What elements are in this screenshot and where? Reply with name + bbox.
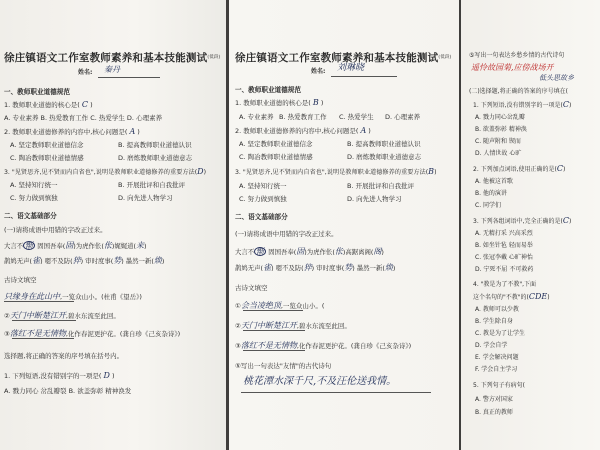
left-q3: 3. "见贤思齐,见不贤而内自省也",说明是教师职业道德修养的重要方法(D) (4, 167, 207, 176)
right-top-answer: 遥怜故园菊,应傍战场开 (471, 63, 554, 72)
mid-q3-a: A. 坚持知行统一 (239, 182, 287, 190)
mid-s4: ⑤写出一句表达"友情"的古代诗句 (235, 362, 332, 370)
mid-poem-line3: ③落红不是无情物,化作春泥更护花。(龚自珍《己亥杂诗》) (235, 341, 412, 350)
right-q3-b: B. 如坐针毡 轻而易举 (475, 242, 533, 249)
mid-q2: 2. 教师职业道德修养的内容中,核心问题是( A ) (235, 126, 371, 135)
mid-poem-line1: ①会当凌绝顶,一览众山小。( (235, 301, 325, 310)
right-q1-a: A. 戮力同心岔乱瓣 (475, 114, 525, 121)
mid-name-underline (331, 76, 397, 77)
mid-s1: (一)请将成语中用错的字改正过来。 (235, 230, 338, 238)
mid-poem-underline3 (243, 350, 305, 351)
mid-q1-c: C. 热爱学生 (339, 113, 374, 121)
left-poem-line3: ③落红不是无情物,化作春泥更护花。(龚自珍《己亥杂诗》) (4, 329, 181, 338)
left-sec1: 一、教师职业道德规范 (4, 88, 70, 96)
mid-title: 徐庄镇语文工作室教师素养和基本技能测试(低段) (235, 52, 452, 64)
left-q2-c: C. 陶冶教师职业道德情感 (10, 154, 84, 162)
right-q2-a: A. 他被这首歌 (475, 178, 513, 185)
left-poem-underline3 (12, 338, 74, 339)
mid-q2-c: C. 陶冶教师职业道德情感 (239, 153, 313, 161)
mid-q3: 3. "见贤思齐,见不贤而内自省也",说明是教师职业道德修养的重要方法(B) (235, 167, 437, 176)
right-top-prompt: ⑤写出一句表达乡愁乡情的古代诗句 (469, 52, 565, 59)
left-q2-a: A. 坚定教师职业道德信念 (10, 141, 84, 149)
right-sec: (二)选择题,将正确的答案的序号填在( (469, 88, 568, 95)
mid-name-label: 姓名: (311, 68, 326, 75)
mid-s4-answer: 桃花潭水深千尺,不及汪伦送我情。 (243, 376, 397, 387)
right-q1: 1. 下列短语,没有错别字的一项是(C) (473, 100, 572, 109)
right-q4: 4. "教是为了不教",下面 (473, 281, 537, 288)
left-sec2: 二、语文基础部分 (4, 212, 57, 220)
left-poem-line1: 只缘身在此山中,一览众山小。(杜甫《望岳》) (4, 292, 142, 301)
left-q3-b: B. 开展批评和自我批评 (118, 181, 186, 189)
mid-idiom-line1: 大言不 惭 固国吾奉(固)为虎作伥(伥)高踞离阁(阁) (235, 247, 384, 256)
mid-idiom-line2: 鹊鸠无声(雀) 嗯不及防(猝) 审时度事(势) 墨然一新(焕) (235, 263, 396, 272)
right-q4-f: F. 学会自主学习 (475, 366, 518, 373)
right-q4-a: A. 教师可以少教 (475, 306, 519, 313)
right-q4-d: D. 学会自学 (475, 342, 508, 349)
left-s4: 选择题,将正确的答案的序号填在括号内。 (4, 352, 124, 360)
answer-sheet-left (0, 0, 226, 450)
left-q1: 1. 教师职业道德的核心是( C ) (4, 100, 93, 109)
answer-sheet-right (461, 0, 600, 450)
left-q1-options: A. 专业素养 B. 热爱教育工作 C. 热爱学生 D. 心理素养 (4, 114, 163, 122)
mid-name-value: 刘琳晓 (337, 63, 365, 73)
mid-q1-a: A. 专业素养 (239, 113, 274, 121)
left-q2-d: D. 磨炼教师职业道德意志 (118, 154, 193, 162)
left-q3-a: A. 坚持知行统一 (10, 181, 58, 189)
right-q5-a: A. 警方对国家 (475, 396, 513, 403)
left-q2: 2. 教师职业道德修养的内容中,核心问题是( A ) (4, 127, 140, 136)
left-s1: (一)请将成语中用错的字改正过来。 (4, 226, 107, 234)
mid-q2-b: B. 提高教师职业道德认识 (347, 140, 421, 148)
mid-s4-underline (241, 392, 431, 393)
left-name-underline (98, 77, 160, 78)
left-s5: 1. 下列短语,没有错别字的一项是( D ) (4, 371, 115, 380)
mid-q3-c: C. 努力做到慎独 (239, 195, 287, 203)
mid-q3-d: D. 向先进人物学习 (347, 195, 402, 203)
mid-q3-b: B. 开展批评和自我批评 (347, 182, 415, 190)
left-q3-c: C. 努力做到慎独 (10, 194, 58, 202)
left-name-label: 姓名: (78, 69, 93, 76)
left-poem-underline1 (4, 301, 74, 302)
right-q4-e: E. 学会解决问题 (475, 354, 519, 361)
right-q1-c: C. 随声附和 锲而 (475, 138, 521, 145)
right-q1-b: B. 欲盖弥彰 精神涣 (475, 126, 527, 133)
right-q4-b: B. 学生除自身 (475, 318, 513, 325)
left-idiom-line1: 大言不 惭 固国吾奉(固)为虎作伥(伥)娓娓道(来) (4, 241, 147, 250)
right-q2-c: C. 同学们 (475, 202, 502, 209)
right-q1-d: D. 人情世故 心旷 (475, 150, 522, 157)
left-poem-underline2 (12, 320, 76, 321)
right-q3-c: C. 张冠李戴 心旷神怡 (475, 254, 533, 261)
right-q4b: 这个名句的"不教"的(CDE) (473, 292, 550, 301)
right-top-answer2: 低头思故乡 (539, 74, 574, 82)
mid-poem-underline2 (243, 330, 305, 331)
left-s3: 古诗文填空 (4, 276, 37, 284)
right-q2-b: B. 他的演讲 (475, 190, 507, 197)
right-q4-c: C. 教是为了让学生 (475, 330, 526, 337)
right-q5-b: B. 真正的教师 (475, 409, 513, 416)
mid-poem-line2: ②天门中断楚江开,碧水东流至此回。 (235, 321, 351, 330)
mid-q2-d: D. 磨炼教师职业道德意志 (347, 153, 422, 161)
mid-q1-b: B. 热爱教育工作 (279, 113, 327, 121)
left-q3-d: D. 向先进人物学习 (118, 194, 173, 202)
left-q2-b: B. 提高教师职业道德认识 (118, 141, 192, 149)
right-q3: 3. 下列各组词语中,完全正确的是(C) (473, 216, 572, 225)
mid-q1: 1. 教师职业道德的核心是( B ) (235, 98, 324, 107)
left-s5-options: A. 戮力同心 岔乱瓣裂 B. 欲盖弥彰 精神涣发 (4, 387, 132, 395)
left-idiom-line2: 鹊鸠无声(雀) 嗯不及防(猝) 审时度事(势) 墨然一新(焕) (4, 256, 165, 265)
mid-q2-a: A. 坚定教师职业道德信念 (239, 140, 313, 148)
left-title: 徐庄镇语文工作室教师素养和基本技能测试(低段) (4, 52, 221, 64)
mid-sec1: 一、教师职业道德规范 (235, 86, 301, 94)
left-poem-line2: ②天门中断楚江开,碧水东流至此回。 (4, 311, 120, 320)
mid-poem-underline1 (243, 310, 303, 311)
answer-sheet-middle (229, 0, 459, 450)
right-q3-a: A. 无精打采 兴高采烈 (475, 230, 533, 237)
mid-s3: 古诗文填空 (235, 284, 268, 292)
right-q5: 5. 下列句子有病句( (473, 382, 525, 389)
mid-q1-d: D. 心理素养 (385, 113, 421, 121)
left-name-value: 秦丹 (104, 65, 120, 74)
mid-sec2: 二、语文基础部分 (235, 213, 288, 221)
right-q3-d: D. 宁死不屈 不可救药 (475, 266, 534, 273)
right-q2: 2. 下列加点词语,使用正确的是(C) (473, 164, 566, 173)
